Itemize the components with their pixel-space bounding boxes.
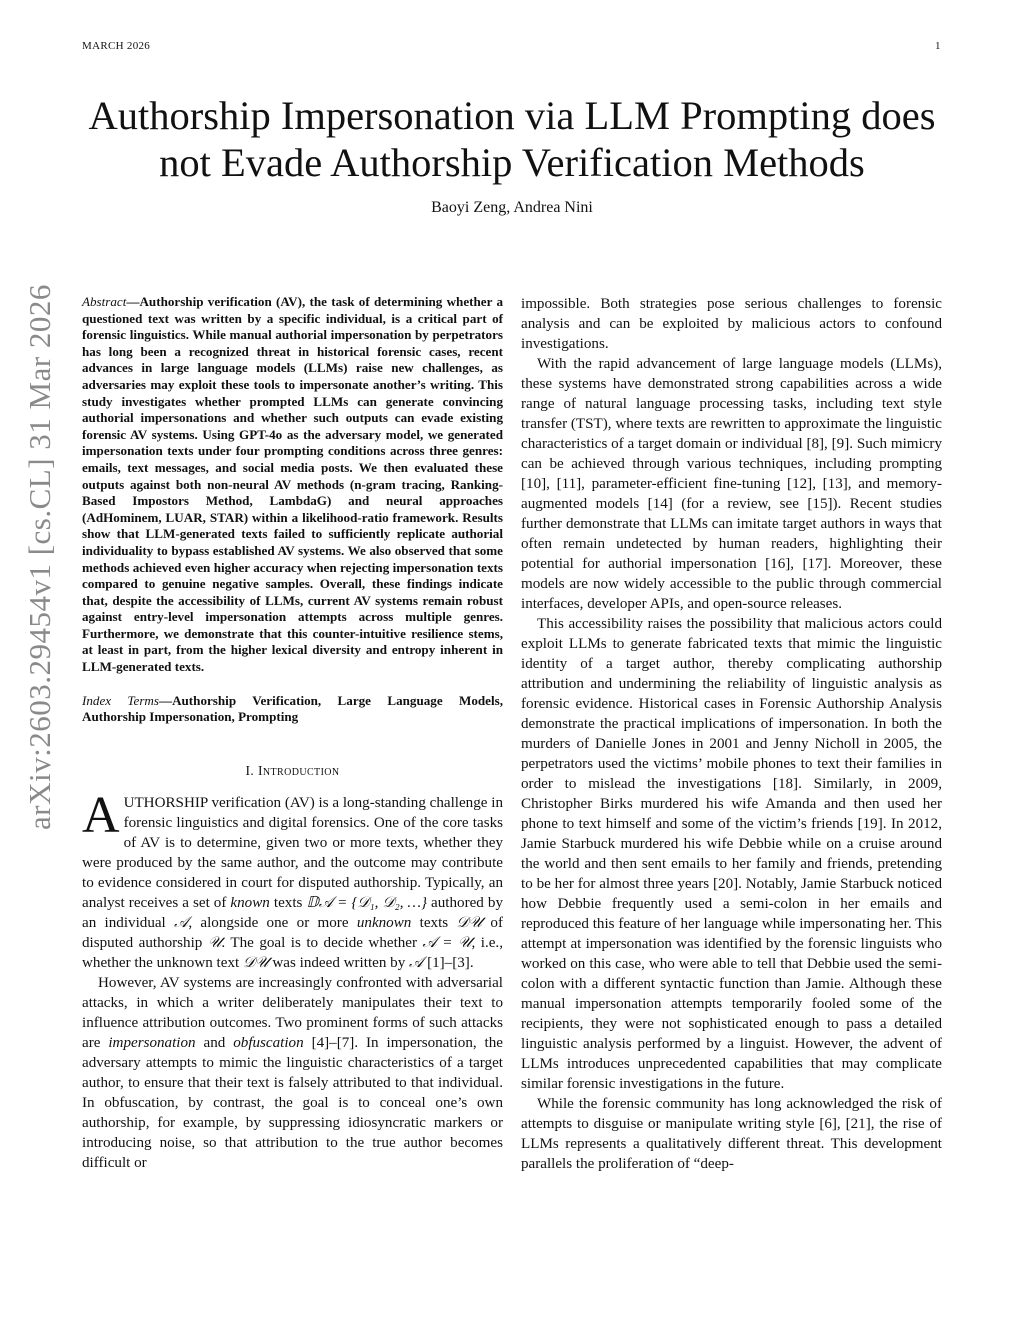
right-column bbox=[521, 294, 942, 1174]
author-list: Baoyi Zeng, Andrea Nini bbox=[431, 199, 593, 216]
emphasis: known bbox=[230, 894, 270, 911]
section-title: Introduction bbox=[258, 762, 340, 778]
text-run: , alongside one or more bbox=[188, 914, 357, 931]
right-paragraph-3: This accessibility raises the possibility that malicious actors could exploit LLMs to generate fabricated texts that mimic the linguistic identity of a target author, thereby complicating authorship attribution and undermining the reliability of linguistic analysis as forensic evidence. Historical cases in Forensic Authorship Analysis demonstrate the practical implications of impersonation. In both the murders of Danielle Jones in 2001 and Jenny Nicholl in 2005, the perpetrators used the victims’ mobile phones to text their families in order to mislead the investigations [18]. Similarly, in 2009, Christopher Birks murdered his wife Amanda and then used her phone to text himself and some of the victim’s friends [19]. In 2012, Jamie Starbuck murdered his wife Debbie while on a cruise around the world and then sent emails to her family and friends, pretending to be her for almost three years [20]. Notably, Jamie Starbuck noticed how Debbie frequently used a semi-colon in her emails and reproduced this feature of her language while impersonating her. This attempt at impersonation was identified by the forensic linguists who worked on this case, who were able to tell that Debbie used the semi-colon with a different syntactic function than Jamie. Although these manual impersonation attempts temporarily fooled some of the recipients, they were not sophisticated enough to pass a detailed linguistic analysis performed by a linguist. However, the advent of LLMs introduces unprecedented capabilities that may complicate similar forensic investigations in the future. bbox=[521, 616, 942, 1092]
text-run: , i.e., whether the unknown text bbox=[82, 934, 503, 971]
index-terms-label: Index Terms bbox=[82, 692, 159, 708]
text-run: and bbox=[195, 1034, 234, 1051]
text-run: was indeed written by bbox=[268, 954, 410, 971]
emphasis: unknown bbox=[356, 914, 412, 931]
text-run: texts bbox=[411, 914, 457, 931]
index-terms bbox=[82, 693, 503, 726]
abstract-label: Abstract bbox=[82, 294, 127, 309]
abstract bbox=[82, 294, 503, 676]
math-expression: 𝒜 bbox=[409, 954, 424, 971]
section-number: I. bbox=[245, 762, 255, 778]
text-run: of disputed authorship bbox=[82, 914, 503, 951]
emphasis: obfuscation bbox=[233, 1034, 304, 1051]
paper-title bbox=[60, 92, 964, 186]
intro-paragraph-2 bbox=[82, 973, 503, 1173]
text-run: However, AV systems are increasingly confronted with adversarial attacks, in which a writer deliberately manipulates their text to influence attribution outcomes. Two prominent forms of such attacks are bbox=[82, 974, 503, 1051]
drop-cap: A bbox=[82, 786, 120, 844]
math-expression: 𝒜 bbox=[174, 914, 189, 931]
math-expression: 𝒟𝒰 bbox=[456, 914, 483, 931]
math-expression: 𝒟𝒰 bbox=[242, 954, 269, 971]
text-run: texts bbox=[269, 894, 307, 911]
right-paragraph-2: With the rapid advancement of large language models (LLMs), these systems have demonstrated strong capabilities across a wide range of natural language processing tasks, including text style transfer (TST), where texts are rewritten to approximate the linguistic characteristics of a target domain or individual [8], [9]. Such mimicry can be achieved through various techniques, including prompting [10], [11], parameter-efficient fine-tuning [12], [13], and memory-augmented models [14] (for a review, see [15]). Recent studies further demonstrate that LLMs can imitate target authors in ways that often remain undetected by human readers, highlighting their potential for authorial impersonation [16], [17]. Moreover, these models are now widely accessible to the public through commercial interfaces, developer APIs, and open-source releases. bbox=[521, 356, 942, 612]
right-paragraph-4: While the forensic community has long acknowledged the risk of attempts to disguise or manipulate writing style [6], [21], the rise of LLMs represents a qualitatively different threat. This development parallels the proliferation of “deep- bbox=[521, 1096, 942, 1172]
text-run: . The goal is to decide whether bbox=[221, 934, 423, 951]
running-head: MARCH 2026 bbox=[82, 40, 151, 52]
math-expression: 𝔻𝒜 = {𝒟₁, 𝒟₂, …} bbox=[306, 894, 428, 911]
title-line-2: not Evade Authorship Verification Methods bbox=[159, 140, 865, 185]
arxiv-identifier-stamp: arXiv:2603.29454v1 [cs.CL] 31 Mar 2026 bbox=[22, 284, 57, 830]
emphasis: impersonation bbox=[108, 1034, 196, 1051]
right-paragraph-1: impossible. Both strategies pose serious challenges to forensic analysis and can be exploited by malicious actors to confound investigations. bbox=[521, 296, 942, 352]
title-line-1: Authorship Impersonation via LLM Prompting does bbox=[88, 93, 936, 138]
math-expression: 𝒜 = 𝒰 bbox=[422, 934, 472, 951]
page-number: 1 bbox=[935, 40, 941, 52]
abstract-text: —Authorship verification (AV), the task of determining whether a questioned text was written by a specific individual, is a critical part of forensic linguistics. While manual authorial impersonation by perpetrators has long been a recognized threat in historical forensic cases, recent advances in large language models (LLMs) raise new challenges, as adversaries may exploit these tools to impersonate another’s writing. This study investigates whether prompted LLMs can generate convincing authorial impersonations and whether such outputs can evade existing forensic AV systems. Using GPT-4o as the adversary model, we generated impersonation texts under four prompting conditions across three genres: emails, text messages, and social media posts. We then evaluated these outputs against both non-neural AV methods (n-gram tracing, Ranking-Based Impostors Method, LambdaG) and neural approaches (AdHominem, LUAR, STAR) within a likelihood-ratio framework. Results show that LLM-generated texts failed to sufficiently replicate authorial individuality to bypass established AV systems. We also observed that some methods achieved even higher accuracy when rejecting impersonation texts compared to genuine negative samples. Overall, these findings indicate that, despite the accessibility of LLMs, current AV systems remain robust against entry-level impersonation attempts across multiple genres. Furthermore, we demonstrate that this counter-intuitive resilience stems, at least in part, from the higher lexical diversity and entropy inherent in LLM-generated texts. bbox=[82, 294, 503, 675]
section-heading bbox=[82, 763, 503, 779]
text-run: [4]–[7]. In impersonation, the adversary attempts to mimic the linguistic characteristics of a target author, to ensure that their text is falsely attributed to that individual. In obfuscation, by contrast, the goal is to conceal one’s own authorship, for example, by suppressing idiosyncratic markers or introducing noise, so that attribution to the true author becomes difficult or bbox=[82, 1034, 503, 1171]
text-run: [1]–[3]. bbox=[423, 954, 474, 971]
text-run: UTHORSHIP verification (AV) is a long-standing challenge in forensic linguistics and digital forensics. One of the core tasks of AV is to determine, given two or more texts, whether they were produced by the same author, and the outcome may contribute to evidence considered in court for disputed authorship. Typically, an analyst receives a set of bbox=[82, 794, 503, 911]
math-expression: 𝒰 bbox=[207, 934, 222, 951]
index-terms-text: —Authorship Verification, Large Language Models, Authorship Impersonation, Prompting bbox=[82, 692, 503, 725]
left-column bbox=[82, 294, 503, 1173]
text-run: authored by an individual bbox=[82, 894, 503, 931]
intro-paragraph-1 bbox=[82, 786, 503, 973]
